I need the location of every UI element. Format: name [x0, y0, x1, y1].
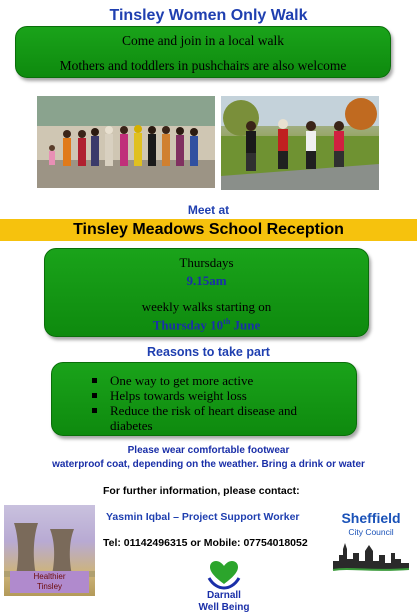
- reason-item: One way to get more active: [92, 373, 346, 388]
- healthier-label: Healthier Tinsley: [10, 571, 89, 593]
- contact-phone: Tel: 01142496315 or Mobile: 07754018052: [103, 537, 308, 549]
- bullet-icon: [92, 378, 97, 383]
- intro-box: [15, 26, 391, 78]
- reason-item: Helps towards weight loss: [92, 388, 346, 403]
- start-date-prefix: Thursday 10: [152, 317, 224, 333]
- contact-heading: For further information, please contact:: [103, 485, 300, 497]
- reason-item: Reduce the risk of heart disease and: [92, 403, 346, 418]
- sheffield-sub: City Council: [348, 527, 394, 537]
- meet-label: Meet at: [187, 203, 230, 217]
- heart-hands-icon: [207, 560, 241, 590]
- intro-line-2: Mothers and toddlers in pushchairs are also welcome: [59, 58, 347, 73]
- intro-line-1: Come and join in a local walk: [122, 33, 284, 48]
- schedule-day: Thursdays: [179, 255, 234, 270]
- start-date-month: June: [230, 317, 261, 333]
- photo-park-walk: [221, 96, 379, 190]
- reasons-list: [92, 373, 346, 433]
- sheffield-name: Sheffield: [341, 510, 401, 526]
- city-skyline-icon: [331, 539, 411, 573]
- sheffield-city-council-logo: [331, 505, 411, 575]
- photo-group-walk: [37, 96, 215, 188]
- location-banner: Tinsley Meadows School Reception: [0, 219, 417, 241]
- schedule-starting: weekly walks starting on: [141, 299, 272, 314]
- darnall-well-being-logo: [183, 560, 265, 616]
- reason-item-continued: diabetes: [110, 418, 153, 433]
- bullet-icon: [92, 393, 97, 398]
- healthier-tinsley-logo: [4, 505, 95, 596]
- schedule-time: 9.15am: [186, 273, 227, 288]
- darnall-line-1: Darnall: [207, 590, 241, 601]
- schedule-box: [44, 248, 369, 337]
- schedule-start-date: [45, 317, 368, 333]
- note-footwear: Please wear comfortable footwear: [127, 445, 290, 456]
- note-coat: waterproof coat, depending on the weather. Bring a drink or water: [52, 459, 365, 470]
- bullet-icon: [92, 408, 97, 413]
- page-title: Tinsley Women Only Walk: [109, 7, 308, 24]
- darnall-line-2: Well Being: [198, 602, 250, 613]
- start-date-suffix: th: [223, 317, 231, 326]
- reasons-heading: Reasons to take part: [147, 345, 270, 359]
- contact-name: Yasmin Iqbal – Project Support Worker: [106, 511, 300, 523]
- reasons-box: [51, 362, 357, 436]
